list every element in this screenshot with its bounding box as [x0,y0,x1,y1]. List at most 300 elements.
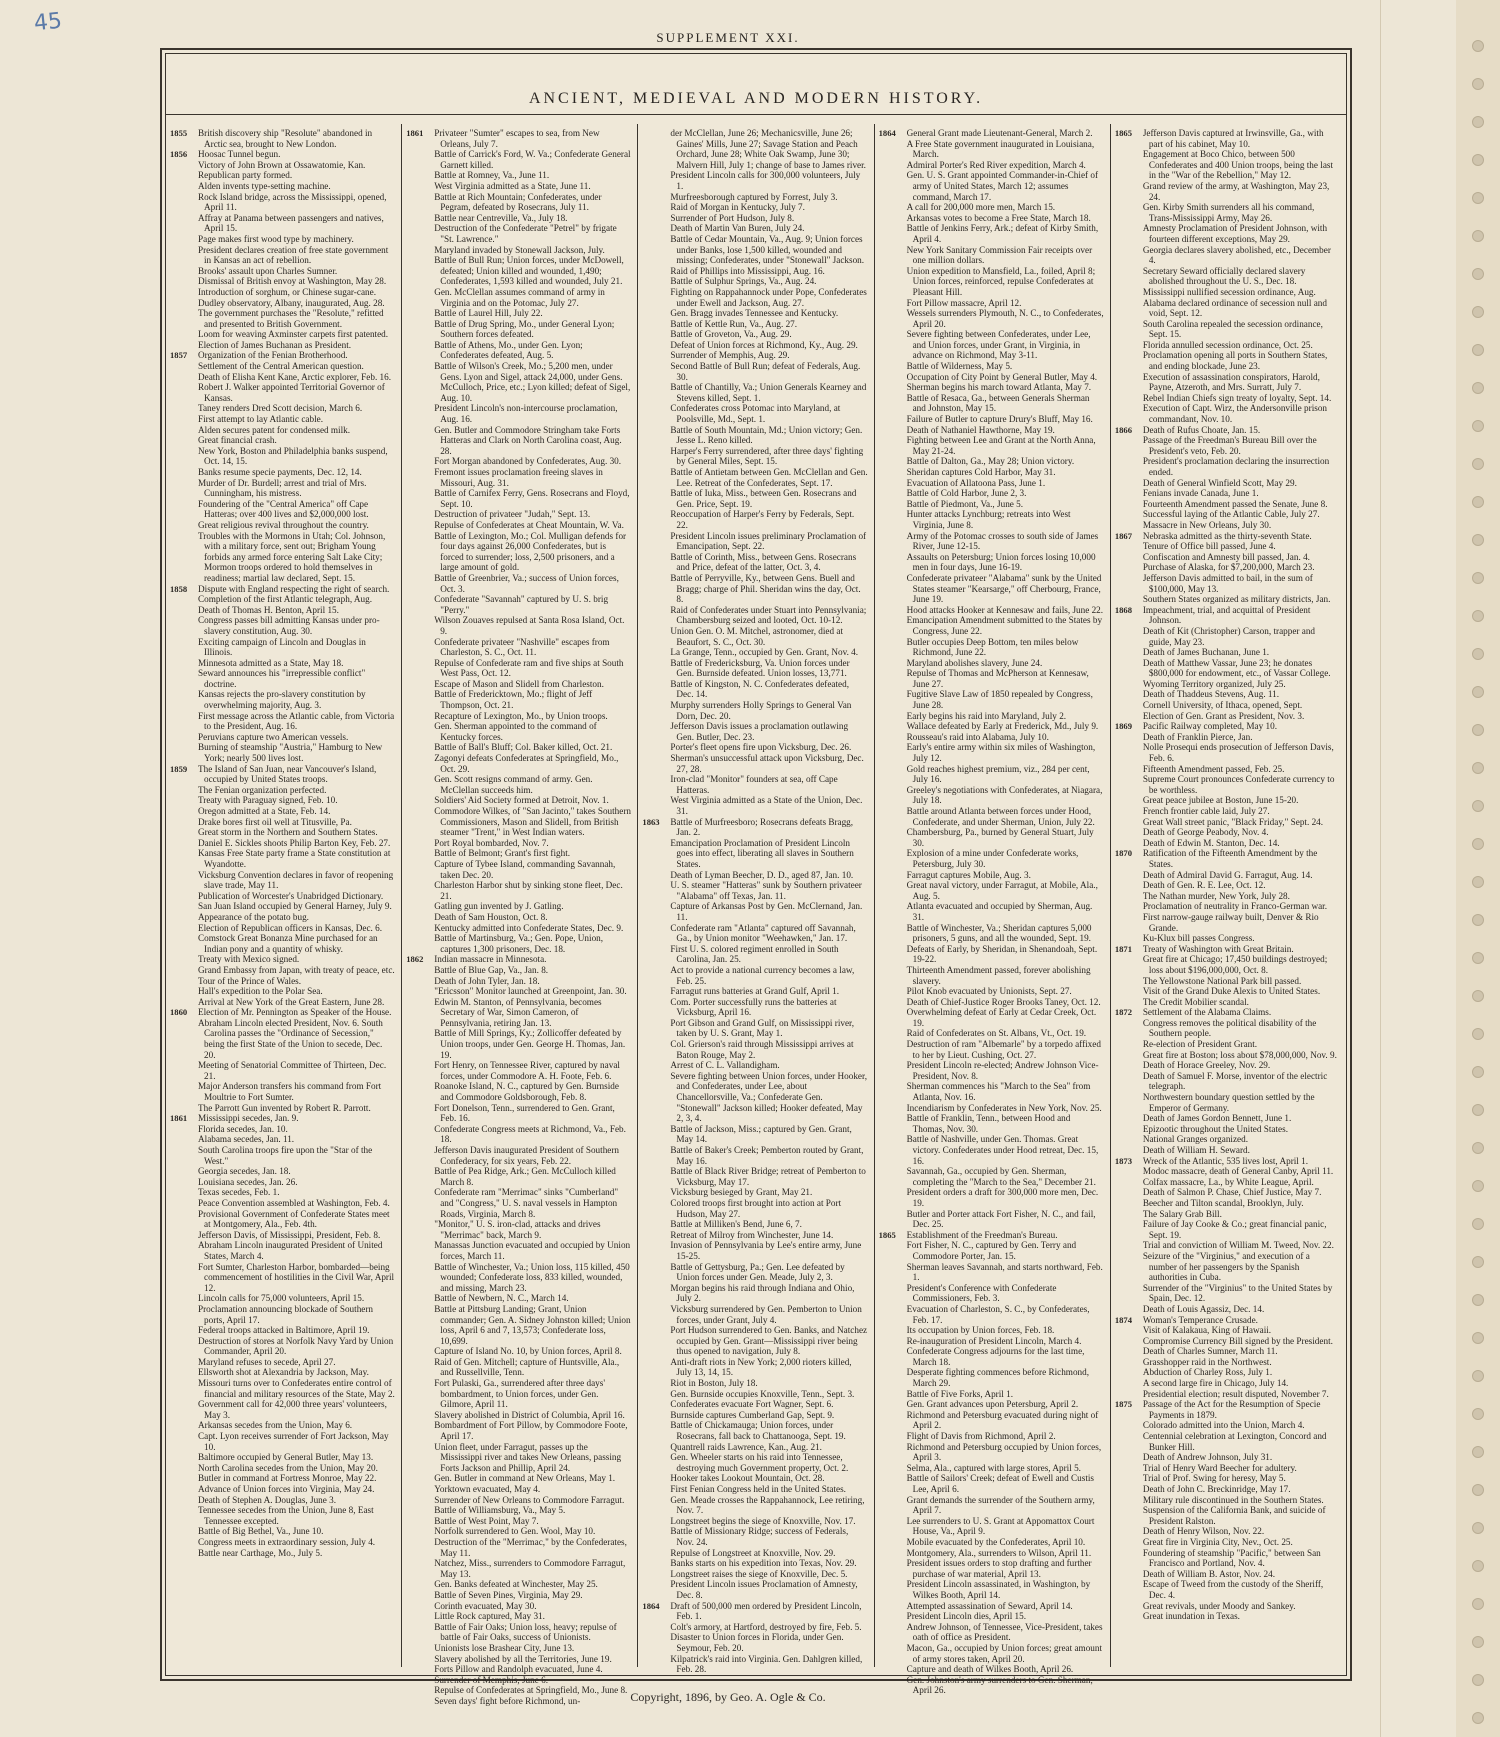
binding-hole [1472,572,1484,584]
entry-text: Fort Sumter, Charleston Harbor, bombarded—being commencement of hostilities in the Civil War, April 12. [198,1261,395,1293]
entry-year [406,520,434,531]
timeline-entry [406,467,631,488]
timeline-entry [642,509,867,530]
entry-year [1115,1452,1143,1463]
timeline-column [638,124,874,1675]
entry-text: Porter's fleet opens fire upon Vicksburg, Dec. 26. [670,742,852,753]
binding-hole [1472,1180,1484,1192]
timeline-entry [1115,689,1340,700]
entry-text: Hall's expedition to the Polar Sea. [198,986,323,997]
entry-year [879,202,907,213]
entry-text: Baltimore occupied by General Butler, May 13. [198,1452,374,1463]
timeline-entry [642,965,867,986]
timeline-entry [170,287,395,298]
timeline-entry [170,478,395,499]
entry-year [170,1293,198,1304]
entry-year [406,1293,434,1304]
entry-year [642,1039,670,1060]
entry-year [170,403,198,414]
entry-year [879,732,907,743]
timeline-entry [879,1304,1104,1325]
timeline-entry [642,287,867,308]
entry-year [879,1039,907,1060]
entry-text: Tenure of Office bill passed, June 4. [1142,541,1276,552]
entry-text: New York, Boston and Philadelphia banks suspend, Oct. 14, 15. [198,445,388,467]
timeline-entry [406,637,631,658]
entry-year [879,1399,907,1410]
entry-year [1115,711,1143,722]
entry-year [406,1145,434,1166]
timeline-entry [879,552,1104,573]
entry-text: Death of Gen. R. E. Lee, Oct. 12. [1142,880,1266,891]
entry-text: Treaty with Mexico signed. [198,954,300,965]
entry-text: Surrender of Memphis, June 6. [434,1674,549,1685]
entry-text: Escape of Tweed from the custody of the Sheriff, Dec. 4. [1142,1579,1324,1600]
entry-text: The Nathan murder, New York, July 28. [1142,890,1290,901]
entry-year [642,329,670,340]
entry-text: President's Conference with Confederate Commissioners, Feb. 3. [906,1282,1057,1304]
timeline-entry [406,456,631,467]
entry-year [406,658,434,679]
timeline-entry [1115,647,1340,658]
entry-text: Abraham Lincoln inaugurated President of United States, March 4. [198,1240,383,1261]
entry-text: Farragut runs batteries at Grand Gulf, April 1. [670,986,840,997]
entry-year [642,1399,670,1410]
entry-year [406,1187,434,1219]
entry-text: First Fenian Congress held in the United States. [670,1484,846,1494]
timeline-entry [1115,626,1340,647]
timeline-entry [170,785,395,796]
entry-year [642,234,670,266]
entry-text: Emancipation Amendment submitted to the States by Congress, June 22. [906,615,1103,636]
timeline-entry [642,573,867,605]
timeline-entry [879,1103,1104,1114]
entry-year [170,1399,198,1420]
entry-year [1115,1473,1143,1484]
entry-year [879,1410,907,1431]
timeline-entry [170,605,395,616]
timeline-entry [1115,1378,1340,1389]
timeline-entry [1115,1071,1340,1092]
entry-text: The Salary Grab Bill. [1142,1208,1222,1219]
timeline-entry [879,1367,1104,1388]
entry-year [406,1346,434,1357]
entry-year [879,1325,907,1336]
entry-text: Victory of John Brown at Ossawatomie, Kan. [198,159,366,170]
entry-year [1115,266,1143,287]
timeline-entry [879,1579,1104,1600]
timeline-entry [879,923,1104,944]
timeline-entry [170,1495,395,1506]
entry-text: Repulse of Confederates at Springfield, Mo., June 8. [434,1685,628,1696]
entry-year [1115,372,1143,393]
timeline-entry [406,287,631,308]
timeline-entry [879,467,1104,478]
entry-text: Arkansas votes to become a Free State, March 18. [906,212,1091,223]
entry-year [1115,1431,1143,1452]
entry-text: Troubles with the Mormons in Utah; Col. Johnson, with a military force, sent out; Brigham Young forbids any armed force entering Salt Lake City; Mormon troops ordered to hold themselves in readiness; martial law declared, Sept. 15. [198,530,386,583]
entry-year [879,509,907,530]
timeline-entry [1115,1018,1340,1039]
entry-year [642,1410,670,1421]
entry-year [642,605,670,626]
timeline-entry [1115,1473,1340,1484]
entry-year [406,1304,434,1346]
entry-year [879,552,907,573]
page-fold [1380,0,1381,1737]
entry-text: Battle of Fredericksburg, Va. Union forces under Gen. Burnside defeated. Union losses, 13,771. [670,657,850,679]
entry-text: Death of Admiral David G. Farragut, Aug. 14. [1142,869,1313,880]
timeline-entry [170,986,395,997]
timeline-entry [1115,954,1340,975]
entry-text: President Lincoln dies, April 15. [906,1611,1027,1622]
entry-year [642,965,670,986]
timeline-entry [642,901,867,922]
entry-text: Death of Sam Houston, Oct. 8. [434,911,548,922]
entry-year [879,223,907,244]
timeline-entry [170,1230,395,1241]
timeline-entry [1115,711,1340,722]
entry-text: Longstreet begins the siege of Knoxville, Nov. 17. [670,1515,856,1526]
entry-text: The government purchases the "Resolute," refitted and presented to British Government. [198,308,384,329]
entry-text: Surrender of the "Virginius" to the United States by Spain, Dec. 12. [1142,1282,1333,1304]
entry-text: The Parrott Gun invented by Robert R. Parrott. [198,1102,371,1113]
timeline-entry [406,1187,631,1219]
entry-text: Great financial crash. [198,435,277,446]
entry-text: First narrow-gauge railway built, Denver & Rio Grande. [1142,911,1319,933]
entry-year [1115,976,1143,987]
entry-year [879,1060,907,1081]
entry-year [406,170,434,181]
entry-text: Establishment of the Freedman's Bureau. [906,1229,1058,1240]
binding-hole [1472,1408,1484,1420]
entry-year [879,1643,907,1664]
timeline-entry [642,1262,867,1283]
timeline-entry [406,711,631,722]
entry-year [1115,223,1143,244]
timeline-entry [642,795,867,816]
entry-text: Hunter attacks Lynchburg; retreats into West Virginia, June 8. [906,509,1071,530]
timeline-entry [879,1463,1104,1474]
entry-text: Jefferson Davis, of Mississippi, President, Feb. 8. [198,1229,381,1240]
timeline-entry [406,1378,631,1410]
entry-year [1115,1187,1143,1198]
timeline-entry [406,1420,631,1441]
entry-year [170,276,198,287]
timeline-entry [1115,1579,1340,1600]
entry-text: Edwin M. Stanton, of Pennsylvania, becomes Secretary of War, Simon Cameron, of Pennsylvania, retiring Jan. 13. [434,996,602,1028]
entry-text: Fort Fisher, N. C., captured by Gen. Terry and Commodore Porter, Jan. 15. [906,1240,1077,1261]
entry-text: Death of Elisha Kent Kane, Arctic explorer, Feb. 16. [198,371,392,382]
timeline-entry [879,1336,1104,1347]
entry-text: Battle of South Mountain, Md.; Union victory; Gen. Jesse L. Reno killed. [670,424,863,446]
entry-year [406,1124,434,1145]
entry-year [170,1145,198,1166]
entry-text: Capt. Lyon receives surrender of Fort Jackson, May 10. [198,1431,389,1452]
entry-text: Maryland abolishes slavery, June 24. [906,657,1043,668]
entry-text: Government call for 42,000 three years' volunteers, May 3. [198,1399,387,1420]
timeline-entry [879,1283,1104,1304]
entry-text: Rousseau's raid into Alabama, July 10. [906,731,1049,742]
entry-year [879,880,907,901]
entry-text: Death of Thaddeus Stevens, Aug. 11. [1142,689,1280,700]
entry-text: Texas secedes, Feb. 1. [198,1187,280,1198]
timeline-entry [170,1431,395,1452]
entry-year [1115,594,1143,605]
timeline-entry [642,870,867,881]
entry-year [170,838,198,849]
timeline-entry [170,1198,395,1209]
timeline-entry [170,298,395,309]
timeline-entry [642,880,867,901]
entry-text: Trial of Henry Ward Beecher for adultery. [1142,1462,1297,1473]
entry-text: Confederates cross Potomac into Maryland, at Poolsville, Md., Sept. 1. [670,403,841,425]
entry-text: Grant demands the surrender of the Southern army, April 7. [906,1494,1095,1516]
entry-text: President's proclamation declaring the insurrection ended. [1142,456,1330,477]
entry-text: Battle of Williamsburg, Va., May 5. [434,1505,566,1516]
entry-year [642,425,670,446]
entry-text: Alden invents type-setting machine. [198,180,331,191]
timeline-entry [406,954,631,965]
entry-year [170,1452,198,1463]
entry-text: Death of James Gordon Bennett, June 1. [1142,1113,1292,1124]
entry-text: Repulse of Confederates at Cheat Mountain, W. Va. [434,519,624,530]
timeline-entry [170,1548,395,1559]
entry-text: Explosion of a mine under Confederate works, Petersburg, July 30. [906,848,1079,869]
entry-text: Page makes first wood type by machinery. [198,233,354,244]
timeline-entry [879,573,1104,605]
entry-year [879,848,907,869]
timeline-entry [879,1262,1104,1283]
entry-text: Daniel E. Sickles shoots Philip Barton Key, Feb. 27. [198,837,391,848]
entry-year [642,446,670,467]
timeline-entry [879,372,1104,383]
timeline-entry [642,329,867,340]
entry-year [406,774,434,795]
binding-hole [1472,838,1484,850]
timeline-entry [170,1537,395,1548]
entry-year [879,393,907,414]
entry-text: Montgomery, Ala., surrenders to Wilson, April 11. [906,1547,1092,1558]
entry-year [1115,202,1143,223]
entry-year [1115,1505,1143,1526]
timeline-entry [170,1336,395,1357]
timeline-entry [406,319,631,340]
timeline-entry [406,1442,631,1474]
entry-text: Battle of Dalton, Ga., May 28; Union victory. [906,456,1075,467]
entry-text: Macon, Ga., occupied by Union forces; great amount of army stores taken, April 20. [906,1642,1103,1664]
timeline-entry [642,1187,867,1198]
entry-year [170,795,198,806]
entry-text: Modoc massacre, death of General Canby, April 11. [1142,1166,1334,1177]
timeline-entry [406,181,631,192]
entry-year [1115,1367,1143,1378]
entry-text: Bombardment of Fort Pillow, by Commodore Foote, April 17. [434,1420,628,1442]
entry-text: Attempted assassination of Seward, April 14. [906,1600,1073,1611]
entry-text: Fourteenth Amendment passed the Senate, June 8. [1142,498,1328,509]
entry-text: Raid of Confederates under Stuart into Pennsylvania; Chambersburg seized and looted, Oct. 10-12. [670,604,867,626]
entry-year [406,1442,434,1474]
timeline-entry [1115,573,1340,594]
entry-text: President Lincoln issues preliminary Proclamation of Emancipation, Sept. 22. [670,530,867,552]
entry-text: Appearance of the potato bug. [198,911,309,922]
entry-text: Fremont issues proclamation freeing slaves in Missouri, Aug. 31. [434,467,603,488]
entry-text: General Grant made Lieutenant-General, March 2. [906,128,1093,138]
timeline-entry [170,1018,395,1060]
entry-text: Death of Henry Wilson, Nov. 22. [1142,1526,1265,1537]
timeline-entry [1115,266,1340,287]
entry-year [879,1495,907,1516]
timeline-entry [170,308,395,329]
entry-text: The Fenian organization perfected. [198,784,327,795]
timeline-entry [1115,848,1340,869]
entry-text: Slavery abolished in District of Columbia, April 16. [434,1409,625,1420]
entry-text: Vicksburg Convention declares in favor of reopening slave trade, May 11. [198,869,394,891]
timeline-entry [406,658,631,679]
timeline-entry [170,181,395,192]
timeline-entry [642,626,867,647]
entry-text: Death of George Peabody, Nov. 4. [1142,827,1269,838]
timeline-entry [406,1664,631,1675]
entry-year: 1874 [1114,1314,1132,1325]
entry-text: Great religious revival throughout the country. [198,519,369,530]
timeline-entry [879,478,1104,489]
timeline-entry [406,1590,631,1601]
binding-hole [1472,496,1484,508]
entry-year [170,1463,198,1474]
timeline-entry [170,976,395,987]
binding-hole [1472,116,1484,128]
entry-text: Retreat of Milroy from Winchester, June 14. [670,1229,834,1240]
entry-text: Battle of Groveton, Va., Aug. 29. [670,329,792,340]
timeline-entry [879,1431,1104,1442]
entry-year [406,255,434,287]
entry-year [1115,1251,1143,1283]
timeline-entry [170,266,395,277]
entry-year [1115,509,1143,520]
entry-year [879,1558,907,1579]
entry-year [879,658,907,669]
entry-year [879,965,907,986]
entry-text: Publication of Worcester's Unabridged Dictionary. [198,890,384,901]
timeline-entry [879,1643,1104,1664]
entry-year [1115,700,1143,711]
entry-text: Union Gen. O. M. Mitchel, astronomer, died at Beaufort, S. C., Oct. 30. [670,625,844,647]
entry-year [879,1516,907,1537]
binding-hole [1472,192,1484,204]
entry-year [406,838,434,849]
timeline-entry [642,1484,867,1495]
entry-year [1115,1611,1143,1622]
entry-year [406,467,434,488]
timeline-entry [1115,1060,1340,1071]
entry-year [406,1060,434,1081]
entry-text: Lincoln calls for 75,000 volunteers, April 15. [198,1293,365,1304]
entry-year [642,213,670,224]
entry-year [1115,1145,1143,1156]
timeline-entry [642,552,867,573]
timeline-entry [1115,149,1340,181]
timeline-entry [1115,520,1340,531]
entry-text: Battle near Centreville, Va., July 18. [434,212,568,223]
entry-text: Wreck of the Atlantic, 535 lives lost, April 1. [1142,1155,1309,1166]
entry-text: Second Battle of Bull Run; defeat of Federals, Aug. 30. [670,361,861,382]
entry-text: Richmond and Petersburg occupied by Union forces, April 3. [906,1441,1102,1463]
timeline-entry [1115,562,1340,573]
timeline-entry [879,1399,1104,1410]
timeline-entry [1115,912,1340,933]
timeline-entry [879,1166,1104,1187]
entry-year [1115,488,1143,499]
timeline-entry [879,732,1104,743]
entry-year [642,1516,670,1527]
timeline-entry [406,340,631,361]
entry-year [879,1081,907,1102]
entry-year [1115,403,1143,424]
entry-year [170,1060,198,1081]
timeline-entry [170,1166,395,1177]
timeline-entry [170,615,395,636]
entry-text: Great naval victory, under Farragut, at Mobile, Ala., Aug. 5. [906,880,1098,901]
binding-hole [1472,268,1484,280]
entry-text: Repulse of Longstreet at Knoxville, Nov. 29. [670,1547,836,1558]
entry-text: Major Anderson transfers his command from Fort Moultrie to Fort Sumter. [198,1081,382,1103]
timeline-entry [170,1081,395,1102]
timeline-entry [170,213,395,234]
timeline-entry [1115,1367,1340,1378]
entry-year [642,742,670,753]
timeline-entry [1115,1569,1340,1580]
entry-year [1115,1526,1143,1537]
timeline-entry [1115,976,1340,987]
entry-text: Florida annulled secession ordinance, Oct. 25. [1142,339,1313,350]
timeline-entry [1115,742,1340,763]
entry-text: Peace Convention assembled at Washington, Feb. 4. [198,1197,390,1208]
entry-text: Election of Republican officers in Kansas, Dec. 6. [198,922,383,933]
entry-year [170,329,198,340]
entry-text: Foundering of steamship "Pacific," between San Francisco and Portland, Nov. 4. [1142,1547,1321,1569]
timeline-entry [642,361,867,382]
timeline-entry [1115,1389,1340,1400]
timeline-entry [406,1505,631,1516]
timeline-entry [1115,499,1340,510]
timeline-entry [406,520,631,531]
entry-year [170,1548,198,1559]
entry-text: Battle at Pittsburg Landing; Grant, Union commander; Gen. A. Sidney Johnston killed; Union loss, April 6 and 7, 13,573; Confederate loss, 10,699. [434,1303,631,1346]
entry-year [1115,245,1143,266]
timeline-entry [1115,986,1340,997]
timeline-entry [406,1558,631,1579]
entry-text: Arrest of C. L. Vallandigham. [670,1060,780,1071]
timeline-entry [1115,223,1340,244]
entry-year [879,1113,907,1134]
entry-text: Atlanta evacuated and occupied by Sherman, Aug. 31. [906,901,1093,922]
entry-text: Port Royal bombarded, Nov. 7. [434,837,549,848]
entry-year: 1867 [1114,530,1132,541]
entry-year [406,1537,434,1558]
entry-year [170,689,198,710]
entry-year [406,1505,434,1516]
timeline-entry [879,1039,1104,1060]
entry-text: der McClellan, June 26; Mechanicsville, June 26; Gaines' Mills, June 27; Savage Station and Peach Orchard, June 28; White Oak Swamp, June 30; Malvern Hill, July 1; change of base to James river. [670,128,866,170]
entry-text: Alabama declared ordinance of secession null and void, Sept. 12. [1142,297,1327,319]
entry-text: Execution of Capt. Wirz, the Andersonville prison commandant, Nov. 10. [1142,403,1328,425]
timeline-entry [879,1410,1104,1431]
entry-year [406,1601,434,1612]
entry-text: Loom for weaving Axminster carpets first patented. [198,329,389,340]
entry-text: Sheridan captures Cold Harbor, May 31. [906,467,1056,477]
timeline-entry [642,340,867,351]
